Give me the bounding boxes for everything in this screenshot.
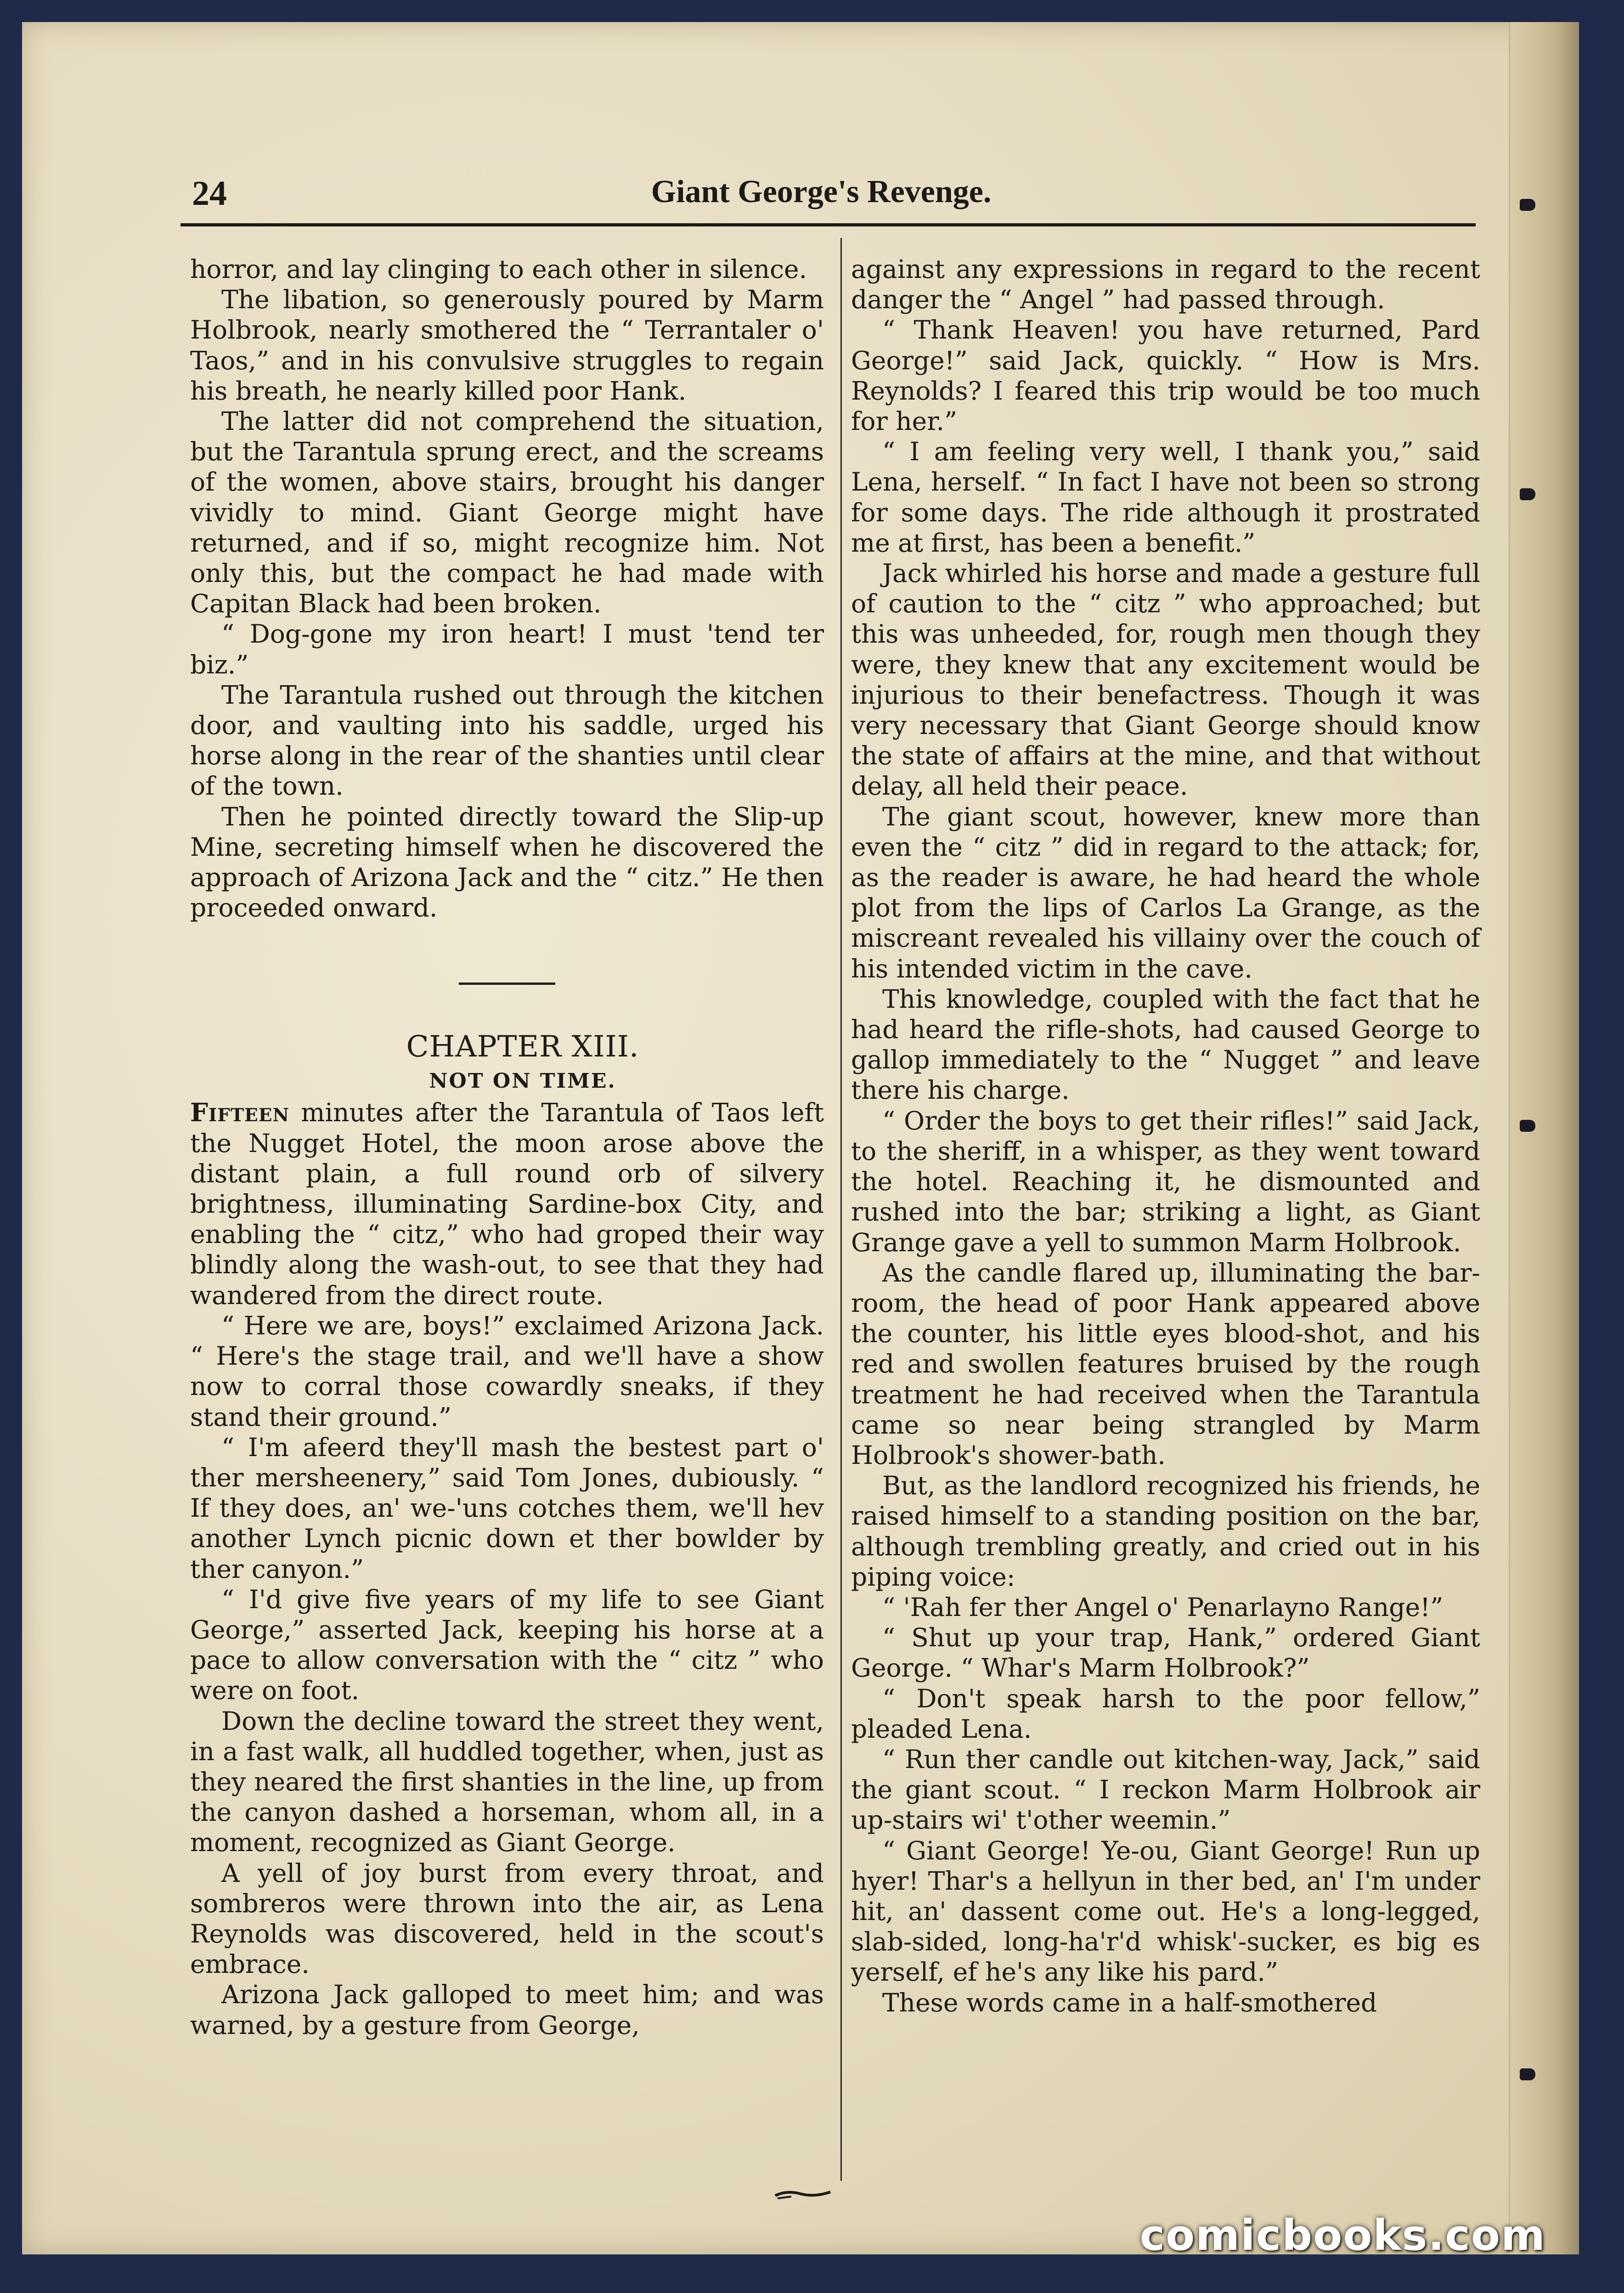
drop-word: Fifteen	[190, 1097, 290, 1128]
header-rule	[180, 223, 1476, 226]
paragraph: Arizona Jack galloped to meet him; and was warned, by a gesture from George,	[190, 1980, 824, 2040]
paragraph: Then he pointed directly toward the Slip-up Mine, secreting himself when he discovered the approach of Arizona Jack and the “ citz.” He then proceeded onward.	[190, 802, 824, 923]
page-number: 24	[192, 174, 227, 213]
paragraph: “ Shut up your trap, Hank,” ordered Giant George. “ Whar's Marm Holbrook?”	[851, 1623, 1480, 1683]
paragraph: horror, and lay clinging to each other in silence.	[190, 254, 807, 284]
staple-icon	[1520, 199, 1535, 211]
chapter-subtitle: NOT ON TIME.	[429, 1069, 616, 1093]
paragraph: The Tarantula rushed out through the kitchen door, and vaulting into his saddle, urged his horse along in the rear of the shanties until clear of the town.	[190, 680, 824, 801]
paragraph: The libation, so generously poured by Marm Holbrook, nearly smothered the “ Terrantaler o' Taos,” and in his convulsive struggles to regain his breath, he nearly killed poor Hank.	[190, 285, 824, 406]
paragraph: “ Run ther candle out kitchen-way, Jack,” said the giant scout. “ I reckon Marm Holbrook air up-stairs wi' t'other weemin.”	[851, 1744, 1480, 1835]
staple-icon	[1520, 1120, 1535, 1132]
paragraph: Jack whirled his horse and made a gesture full of caution to the “ citz ” who approached; but this was unheeded, for, rough men though they were, they knew that any excitement would be injurious to their benefactress. Though it was very necessary that Giant George should know the state of affairs at the mine, and that without delay, all held their peace.	[851, 559, 1480, 801]
running-header	[171, 174, 1471, 220]
paragraph: “ Thank Heaven! you have returned, Pard George!” said Jack, quickly. “ How is Mrs. Reynolds? I feared this trip would be too much for her.”	[851, 315, 1480, 436]
paragraph: “ Here we are, boys!” exclaimed Arizona Jack. “ Here's the stage trail, and we'll have a show now to corral those cowardly sneaks, if they stand their ground.”	[190, 1310, 824, 1432]
chapter-opening-text: minutes after the Tarantula of Taos left the Nugget Hotel, the moon arose above the distant plain, a full round orb of silvery brightness, illuminating Sardine-box City, and enabling the “ citz,” who had groped their way blindly along the wash-out, to see that they had wandered from the direct route.	[190, 1098, 824, 1310]
staple-icon	[1520, 2068, 1535, 2080]
staple-icon	[1520, 488, 1535, 500]
paragraph: against any expressions in regard to the recent danger the “ Angel ” had passed through.	[851, 254, 1480, 315]
section-separator	[459, 983, 555, 985]
right-column	[851, 254, 1480, 2018]
paragraph: The giant scout, however, knew more than even the “ citz ” did in regard to the attack; for, as the reader is aware, he had heard the whole plot from the lips of Carlos La Grange, as the miscreant revealed his villainy over the couch of his intended victim in the cave.	[851, 802, 1480, 983]
paragraph: A yell of joy burst from every throat, and sombreros were thrown into the air, as Lena Reynolds was discovered, held in the scout's embrace.	[190, 1858, 824, 1979]
running-title: Giant George's Revenge.	[651, 174, 992, 209]
paragraph: “ Order the boys to get their rifles!” said Jack, to the sheriff, in a whisper, as they went toward the hotel. Reaching it, he dismounted and rushed into the bar; striking a light, as Giant Grange gave a yell to summon Marm Holbrook.	[851, 1106, 1480, 1257]
paragraph: “ I'd give five years of my life to see Giant George,” asserted Jack, keeping his horse at a pace to allow conversation with the “ citz ” who were on foot.	[190, 1584, 824, 1706]
paragraph: The latter did not comprehend the situation, but the Tarantula sprung erect, and the screams of the women, above stairs, brought his danger vividly to mind. Giant George might have returned, and if so, might recognize him. Not only this, but the compact he had made with Capitan Black had been broken.	[190, 407, 824, 619]
chapter-title: CHAPTER XIII.	[406, 1030, 639, 1064]
column-divider	[840, 238, 842, 2181]
paragraph: As the candle flared up, illuminating the bar-room, the head of poor Hank appeared above the counter, his little eyes blood-shot, and his red and swollen features bruised by the rough treatment he had received when the Tarantula came so near being strangled by Marm Holbrook's shower-bath.	[851, 1258, 1480, 1470]
chapter-opening-paragraph	[190, 1097, 824, 1310]
paragraph: This knowledge, coupled with the fact that he had heard the rifle-shots, had caused George to gallop immediately to the “ Nugget ” and leave there his charge.	[851, 984, 1480, 1105]
magazine-page	[22, 22, 1579, 2254]
page-spine	[1509, 22, 1579, 2254]
left-column	[190, 254, 824, 2040]
paragraph: “ Don't speak harsh to the poor fellow,” pleaded Lena.	[851, 1683, 1480, 1744]
printer-mark-icon	[773, 2186, 833, 2204]
paragraph: These words came in a half-smothered	[882, 1988, 1377, 2017]
paragraph: “ I'm afeerd they'll mash the bestest part o' ther mersheenery,” said Tom Jones, dubiously. “ If they does, an' we-'uns cotches them, we'll hev another Lynch picnic down et ther bowlder by ther canyon.”	[190, 1432, 824, 1584]
paragraph: Down the decline toward the street they went, in a fast walk, all huddled together, when, just as they neared the first shanties in the line, up from the canyon dashed a horseman, whom all, in a moment, recognized as Giant George.	[190, 1706, 824, 1858]
paragraph: “ 'Rah fer ther Angel o' Penarlayno Range!”	[882, 1592, 1444, 1622]
paragraph: “ Giant George! Ye-ou, Giant George! Run up hyer! Thar's a hellyun in ther bed, an' I'm under hit, an' dassent come out. He's a long-legged, slab-sided, long-ha'r'd whisk'-sucker, es big es yerself, ef he's any like his pard.”	[851, 1836, 1480, 1987]
paragraph: “ I am feeling very well, I thank you,” said Lena, herself. “ In fact I have not been so strong for some days. The ride although it prostrated me at first, has been a benefit.”	[851, 437, 1480, 558]
watermark: comicbooks.com	[1139, 2211, 1546, 2260]
paragraph: “ Dog-gone my iron heart! I must 'tend ter biz.”	[190, 619, 824, 679]
paragraph: But, as the landlord recognized his friends, he raised himself to a standing position on the bar, although trembling greatly, and cried out in his piping voice:	[851, 1471, 1480, 1592]
